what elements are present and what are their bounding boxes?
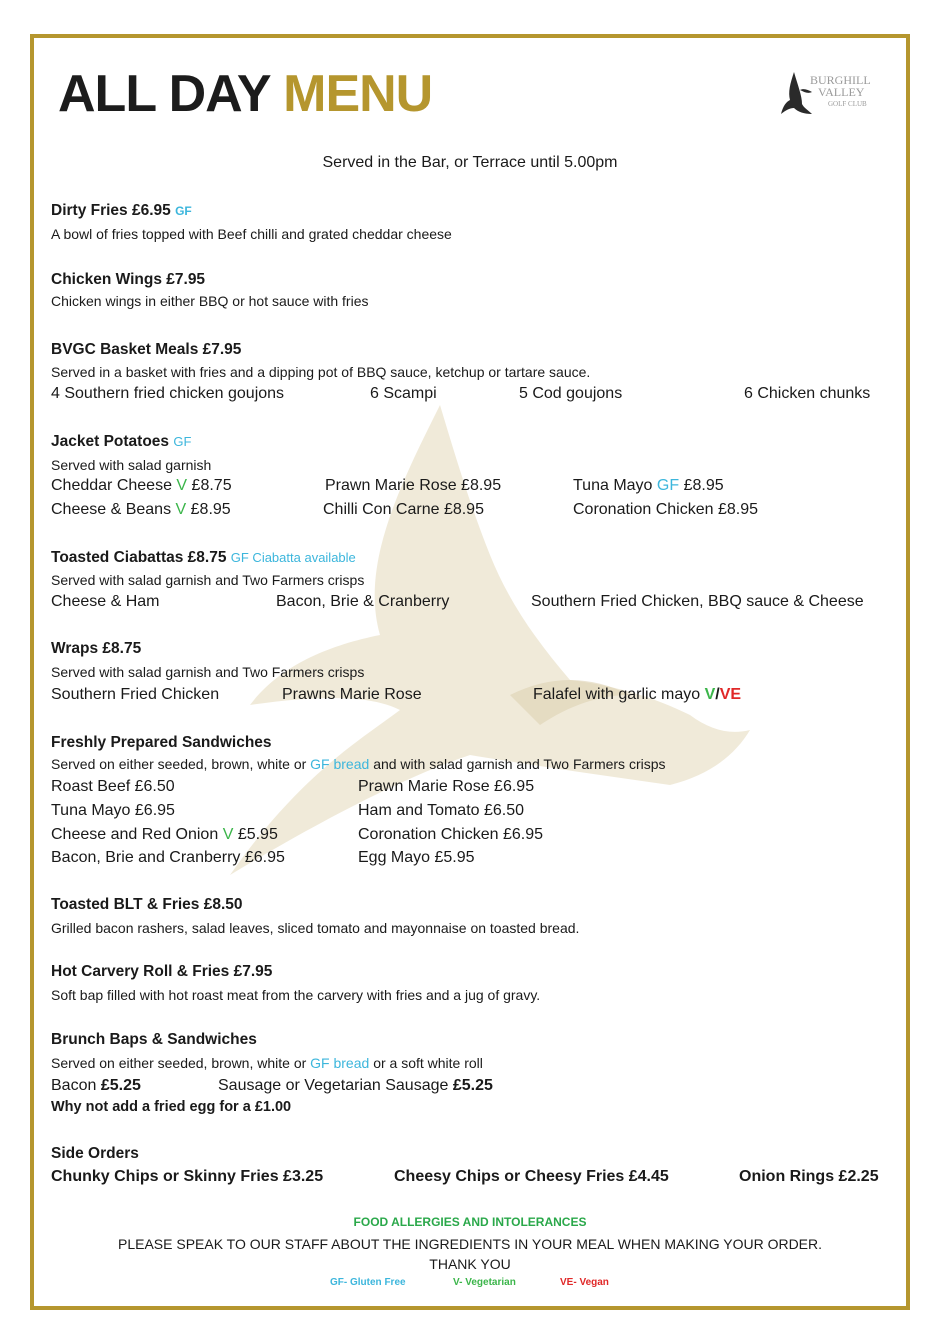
ciabattas-desc: Served with salad garnish and Two Farmers crisps <box>51 572 365 588</box>
jacket-potatoes-name: Jacket Potatoes <box>51 433 170 450</box>
vegetarian-tag: V <box>222 826 234 843</box>
jacket-gf-tag: GF <box>173 434 192 449</box>
page-title <box>58 64 432 124</box>
sandwich-item: Coronation Chicken £6.95 <box>358 826 544 843</box>
blt-desc: Grilled bacon rashers, salad leaves, sliced tomato and mayonnaise on toasted bread. <box>51 920 580 936</box>
sandwiches-title: Freshly Prepared Sandwiches <box>51 734 272 751</box>
wrap-option: Falafel with garlic mayo V/VE <box>533 686 742 703</box>
chicken-wings-desc: Chicken wings in either BBQ or hot sauce with fries <box>51 293 369 309</box>
service-note: Served in the Bar, or Terrace until 5.00pm <box>322 154 618 171</box>
ciabattas-title <box>51 549 356 567</box>
carvery-desc: Soft bap filled with hot roast meat from the carvery with fries and a jug of gravy. <box>51 987 541 1003</box>
jacket-item: Cheese & Beans V £8.95 <box>51 501 231 518</box>
vegetarian-tag: V <box>704 686 716 703</box>
sandwich-item: Tuna Mayo £6.95 <box>51 802 175 819</box>
key-vegetarian: V- Vegetarian <box>453 1277 516 1288</box>
logo-line-1: BURGHILL <box>810 73 871 87</box>
sandwich-item: Cheese and Red Onion V £5.95 <box>51 826 278 843</box>
logo-line-3: GOLF CLUB <box>828 100 867 108</box>
basket-option: 6 Chicken chunks <box>744 385 871 402</box>
basket-option: 5 Cod goujons <box>519 385 623 402</box>
wraps-title: Wraps £8.75 <box>51 640 142 657</box>
side-item: Cheesy Chips or Cheesy Fries £4.45 <box>394 1168 669 1185</box>
key-vegan: VE- Vegan <box>560 1277 609 1288</box>
key-gluten-free: GF- Gluten Free <box>330 1277 406 1288</box>
title-menu: MENU <box>283 65 433 123</box>
jacket-item: Coronation Chicken £8.95 <box>573 501 759 518</box>
thank-you: THANK YOU <box>429 1256 511 1272</box>
sandwich-item: Prawn Marie Rose £6.95 <box>358 778 535 795</box>
eagle-logo-icon <box>780 70 814 120</box>
jacket-potatoes-desc: Served with salad garnish <box>51 457 212 473</box>
logo-line-2: VALLEY <box>818 85 865 99</box>
ciabatta-option: Cheese & Ham <box>51 593 160 610</box>
basket-option: 4 Southern fried chicken goujons <box>51 385 285 402</box>
jacket-item: Tuna Mayo GF £8.95 <box>573 477 724 494</box>
vegetarian-tag: V <box>175 501 187 518</box>
sandwich-item: Egg Mayo £5.95 <box>358 849 475 866</box>
jacket-potatoes-title <box>51 433 191 451</box>
wraps-desc: Served with salad garnish and Two Farmers crisps <box>51 664 365 680</box>
sandwich-item: Roast Beef £6.50 <box>51 778 175 795</box>
jacket-item: Prawn Marie Rose £8.95 <box>325 477 502 494</box>
dirty-fries-gf-tag: GF <box>175 204 192 218</box>
jacket-item: Cheddar Cheese V £8.75 <box>51 477 232 494</box>
brunch-title: Brunch Baps & Sandwiches <box>51 1031 257 1048</box>
allergy-text: PLEASE SPEAK TO OUR STAFF ABOUT THE INGREDIENTS IN YOUR MEAL WHEN MAKING YOUR ORDER. <box>117 1236 823 1252</box>
ciabatta-option: Bacon, Brie & Cranberry <box>276 593 450 610</box>
chicken-wings-title: Chicken Wings £7.95 <box>51 271 206 288</box>
vegan-tag: VE <box>719 686 742 703</box>
dirty-fries-title <box>51 202 192 220</box>
side-item: Onion Rings £2.25 <box>739 1168 879 1185</box>
brunch-item: Sausage or Vegetarian Sausage £5.25 <box>218 1077 493 1094</box>
fried-egg-addon: Why not add a fried egg for a £1.00 <box>51 1099 292 1115</box>
gf-bread-note: GF bread <box>310 756 370 772</box>
gf-bread-note: GF bread <box>310 1055 370 1071</box>
wrap-option: Southern Fried Chicken <box>51 686 220 703</box>
club-logo <box>780 70 890 126</box>
ciabattas-name: Toasted Ciabattas £8.75 <box>51 549 227 566</box>
sandwiches-desc: Served on either seeded, brown, white or GF bread and with salad garnish and Two Farmers crisps <box>51 756 666 772</box>
carvery-title: Hot Carvery Roll & Fries £7.95 <box>51 963 273 980</box>
side-orders-title: Side Orders <box>51 1145 139 1162</box>
wrap-option: Prawns Marie Rose <box>282 686 422 703</box>
allergy-title: FOOD ALLERGIES AND INTOLERANCES <box>353 1215 587 1229</box>
sandwich-item: Bacon, Brie and Cranberry £6.95 <box>51 849 285 866</box>
basket-meals-desc: Served in a basket with fries and a dipping pot of BBQ sauce, ketchup or tartare sauce. <box>51 364 591 380</box>
dirty-fries-name: Dirty Fries £6.95 <box>51 202 171 219</box>
basket-option: 6 Scampi <box>370 385 437 402</box>
jacket-item: Chilli Con Carne £8.95 <box>323 501 484 518</box>
basket-meals-title: BVGC Basket Meals £7.95 <box>51 341 242 358</box>
sandwich-item: Ham and Tomato £6.50 <box>358 802 525 819</box>
brunch-item: Bacon £5.25 <box>51 1077 141 1094</box>
vegetarian-tag: V <box>176 477 188 494</box>
side-item: Chunky Chips or Skinny Fries £3.25 <box>51 1168 324 1185</box>
brunch-desc: Served on either seeded, brown, white or GF bread or a soft white roll <box>51 1055 483 1071</box>
tag-separator: / <box>715 686 720 703</box>
dirty-fries-desc: A bowl of fries topped with Beef chilli and grated cheddar cheese <box>51 226 452 242</box>
title-all-day: ALL DAY <box>58 65 270 123</box>
blt-title: Toasted BLT & Fries £8.50 <box>51 896 243 913</box>
ciabattas-gf-note: GF Ciabatta available <box>230 550 356 565</box>
ciabatta-option: Southern Fried Chicken, BBQ sauce & Cheese <box>531 593 864 610</box>
gluten-free-tag: GF <box>656 477 680 494</box>
